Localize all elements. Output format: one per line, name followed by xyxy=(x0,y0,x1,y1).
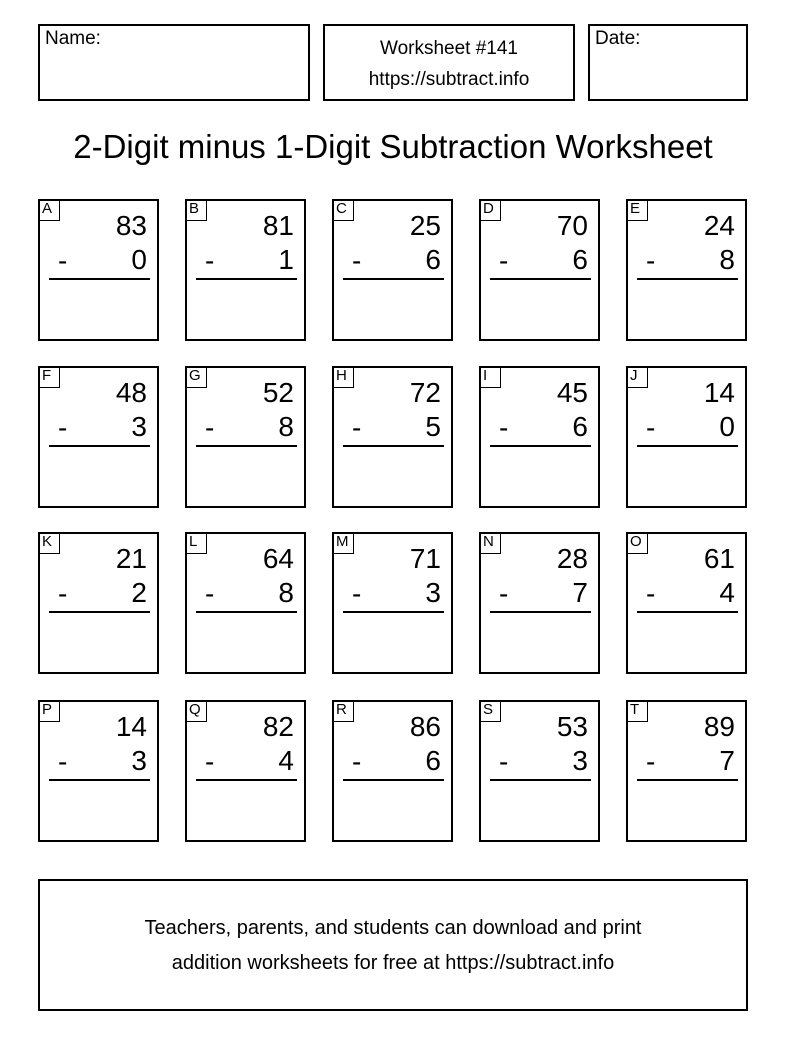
problem-box-h[interactable] xyxy=(332,366,453,508)
subtrahend: 7 xyxy=(719,745,735,776)
subtrahend: 8 xyxy=(278,577,294,608)
minuend: 89 xyxy=(703,711,735,742)
footer-note xyxy=(38,879,748,1011)
answer-line xyxy=(637,278,738,280)
answer-line xyxy=(49,779,150,781)
minus-sign: - xyxy=(646,746,656,777)
problem-box-e[interactable] xyxy=(626,199,747,341)
problem-letter: K xyxy=(38,532,60,554)
minus-sign: - xyxy=(58,746,68,777)
problem-box-b[interactable] xyxy=(185,199,306,341)
problem-letter: S xyxy=(479,700,501,722)
answer-line xyxy=(343,611,444,613)
answer-line xyxy=(637,445,738,447)
problem-box-s[interactable] xyxy=(479,700,600,842)
minuend: 70 xyxy=(556,210,588,241)
subtrahend: 4 xyxy=(278,745,294,776)
subtrahend: 5 xyxy=(425,411,441,442)
minuend: 82 xyxy=(262,711,294,742)
minuend: 53 xyxy=(556,711,588,742)
minuend: 48 xyxy=(115,377,147,408)
minus-sign: - xyxy=(646,245,656,276)
problem-box-r[interactable] xyxy=(332,700,453,842)
problem-letter: B xyxy=(185,199,207,221)
minuend: 72 xyxy=(409,377,441,408)
problem-box-d[interactable] xyxy=(479,199,600,341)
subtrahend: 2 xyxy=(131,577,147,608)
subtrahend: 3 xyxy=(131,745,147,776)
minus-sign: - xyxy=(352,412,362,443)
minuend: 81 xyxy=(262,210,294,241)
minuend: 24 xyxy=(703,210,735,241)
subtrahend: 6 xyxy=(425,244,441,275)
problem-box-m[interactable] xyxy=(332,532,453,674)
problem-box-q[interactable] xyxy=(185,700,306,842)
problem-letter: L xyxy=(185,532,207,554)
problem-letter: E xyxy=(626,199,648,221)
problem-letter: R xyxy=(332,700,354,722)
problem-letter: J xyxy=(626,366,648,388)
answer-line xyxy=(637,611,738,613)
worksheet-number: Worksheet #141 xyxy=(379,38,518,59)
minus-sign: - xyxy=(205,578,215,609)
problem-box-l[interactable] xyxy=(185,532,306,674)
page-title: 2-Digit minus 1-Digit Subtraction Worksheet xyxy=(73,128,713,165)
problem-box-j[interactable] xyxy=(626,366,747,508)
subtrahend: 8 xyxy=(719,244,735,275)
minus-sign: - xyxy=(352,245,362,276)
problem-letter: T xyxy=(626,700,648,722)
footer-line-1: Teachers, parents, and students can download and print xyxy=(144,917,642,939)
problem-letter: I xyxy=(479,366,501,388)
answer-line xyxy=(490,445,591,447)
subtrahend: 3 xyxy=(131,411,147,442)
subtrahend: 0 xyxy=(131,244,147,275)
answer-line xyxy=(490,278,591,280)
minus-sign: - xyxy=(58,412,68,443)
minuend: 28 xyxy=(556,543,588,574)
answer-line xyxy=(343,779,444,781)
worksheet-info-box xyxy=(323,24,575,101)
subtrahend: 1 xyxy=(278,244,294,275)
date-label: Date: xyxy=(595,28,641,49)
minus-sign: - xyxy=(58,578,68,609)
minuend: 52 xyxy=(262,377,294,408)
minuend: 21 xyxy=(115,543,147,574)
problem-letter: C xyxy=(332,199,354,221)
minuend: 64 xyxy=(262,543,294,574)
minus-sign: - xyxy=(499,412,509,443)
problem-letter: A xyxy=(38,199,60,221)
minus-sign: - xyxy=(352,746,362,777)
footer-line-2: addition worksheets for free at https://subtract.info xyxy=(171,952,615,974)
problem-box-c[interactable] xyxy=(332,199,453,341)
problem-letter: P xyxy=(38,700,60,722)
minuend: 25 xyxy=(409,210,441,241)
answer-line xyxy=(196,779,297,781)
minuend: 71 xyxy=(409,543,441,574)
problem-box-o[interactable] xyxy=(626,532,747,674)
problem-box-i[interactable] xyxy=(479,366,600,508)
answer-line xyxy=(196,278,297,280)
minus-sign: - xyxy=(499,578,509,609)
minus-sign: - xyxy=(352,578,362,609)
minuend: 86 xyxy=(409,711,441,742)
problem-letter: O xyxy=(626,532,648,554)
answer-line xyxy=(49,278,150,280)
minuend: 14 xyxy=(703,377,735,408)
problem-letter: F xyxy=(38,366,60,388)
name-label: Name: xyxy=(45,28,101,49)
answer-line xyxy=(490,611,591,613)
minus-sign: - xyxy=(646,412,656,443)
problem-letter: M xyxy=(332,532,354,554)
minus-sign: - xyxy=(58,245,68,276)
subtrahend: 8 xyxy=(278,411,294,442)
answer-line xyxy=(49,445,150,447)
date-box[interactable] xyxy=(588,24,748,101)
minus-sign: - xyxy=(205,245,215,276)
problem-letter: N xyxy=(479,532,501,554)
problem-box-f[interactable] xyxy=(38,366,159,508)
subtrahend: 6 xyxy=(572,411,588,442)
answer-line xyxy=(637,779,738,781)
minus-sign: - xyxy=(499,245,509,276)
subtrahend: 6 xyxy=(572,244,588,275)
answer-line xyxy=(343,278,444,280)
minuend: 14 xyxy=(115,711,147,742)
minus-sign: - xyxy=(646,578,656,609)
answer-line xyxy=(49,611,150,613)
minus-sign: - xyxy=(205,746,215,777)
minus-sign: - xyxy=(499,746,509,777)
problem-letter: D xyxy=(479,199,501,221)
problem-letter: H xyxy=(332,366,354,388)
minuend: 61 xyxy=(703,543,735,574)
problem-letter: Q xyxy=(185,700,207,722)
problem-box-k[interactable] xyxy=(38,532,159,674)
name-box[interactable] xyxy=(38,24,310,101)
subtrahend: 6 xyxy=(425,745,441,776)
minus-sign: - xyxy=(205,412,215,443)
problem-box-t[interactable] xyxy=(626,700,747,842)
answer-line xyxy=(490,779,591,781)
subtrahend: 0 xyxy=(719,411,735,442)
problem-letter: G xyxy=(185,366,207,388)
answer-line xyxy=(196,611,297,613)
problem-box-n[interactable] xyxy=(479,532,600,674)
worksheet-url: https://subtract.info xyxy=(368,69,530,90)
problem-box-a[interactable] xyxy=(38,199,159,341)
problem-box-g[interactable] xyxy=(185,366,306,508)
answer-line xyxy=(196,445,297,447)
minuend: 83 xyxy=(115,210,147,241)
subtrahend: 7 xyxy=(572,577,588,608)
problem-box-p[interactable] xyxy=(38,700,159,842)
minuend: 45 xyxy=(556,377,588,408)
subtrahend: 3 xyxy=(425,577,441,608)
subtrahend: 4 xyxy=(719,577,735,608)
subtrahend: 3 xyxy=(572,745,588,776)
answer-line xyxy=(343,445,444,447)
